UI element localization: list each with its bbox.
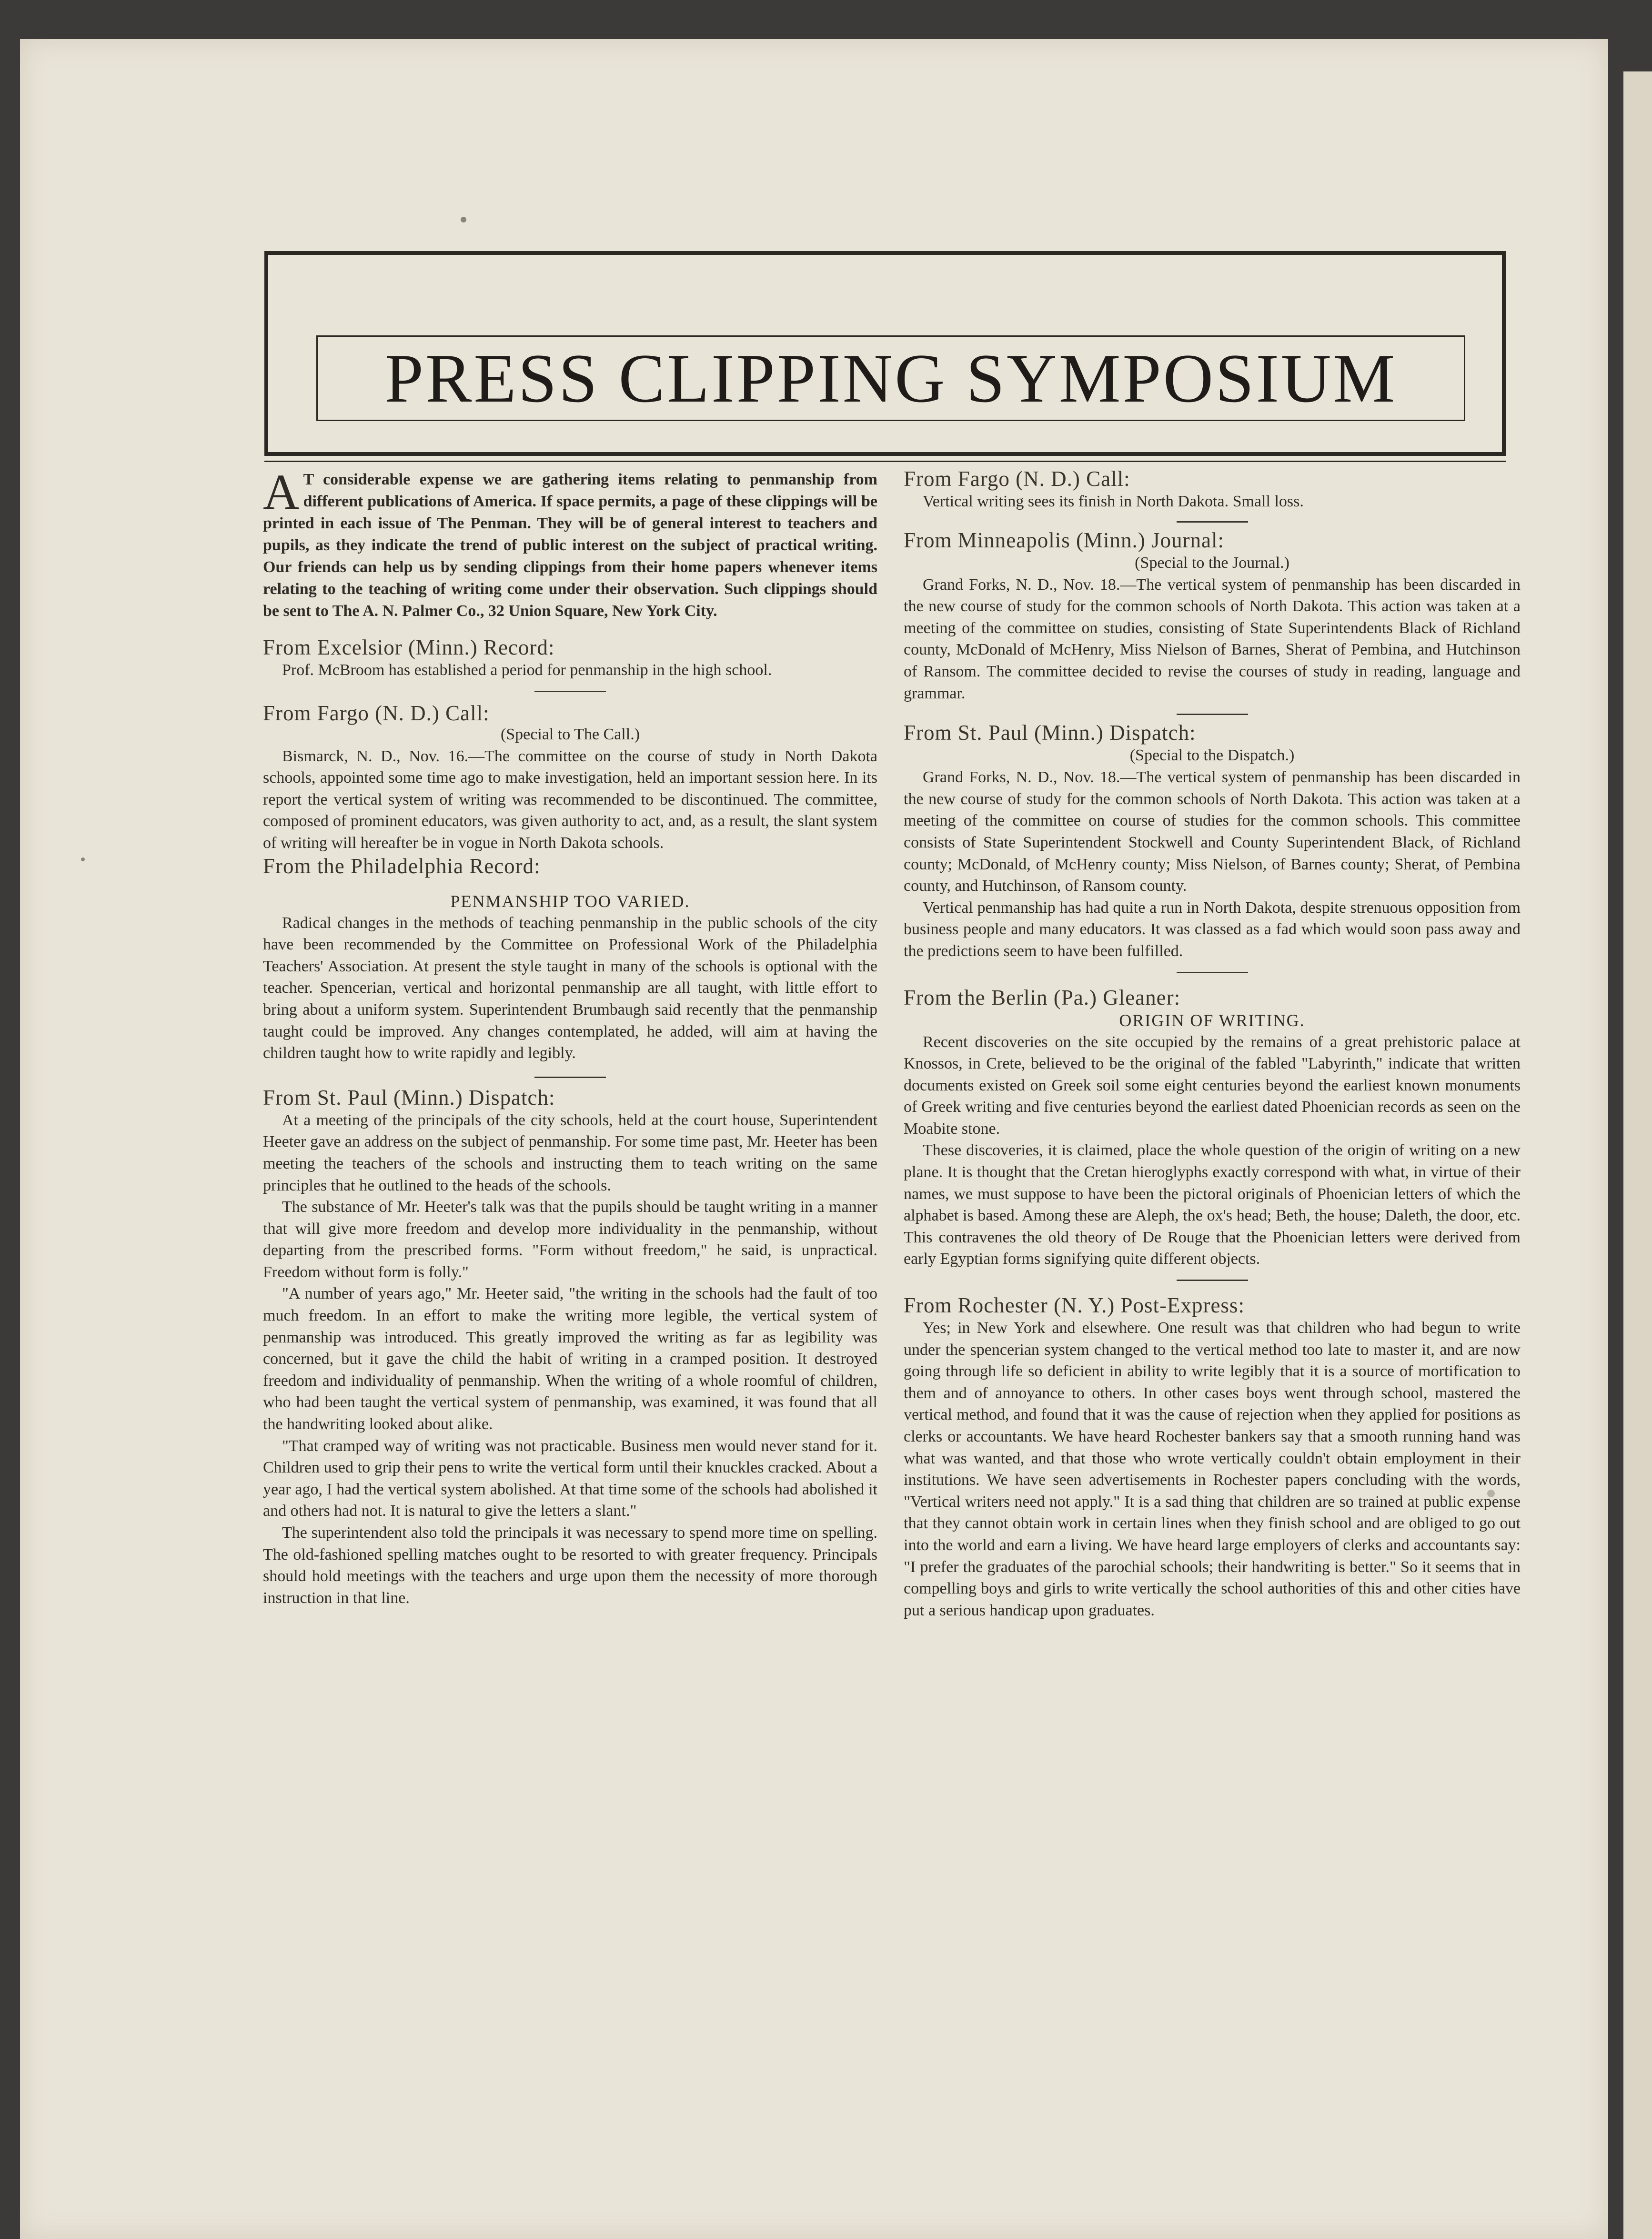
intro-text: T considerable expense we are gathering items relating to penmanship from different publications of America. If space permits, a page of these clippings will be printed in each issue of The Penman. They will be of general interest to teachers and pupils, as they indicate the trend of public interest on the subject of practical writing. Our friends can help us by sending clippings from their home papers whenever items relating to the teaching of writing come under their observation. Such clippings should be sent to The A. N. Palmer Co., 32 Union Square, New York City. [263,471,877,620]
stpaul-special-note: (Special to the Dispatch.) [1129,746,1295,765]
berlin-heading: ORIGIN OF WRITING. [1119,1010,1305,1030]
stpaul-right-paragraph-2: Vertical penmanship has had quite a run in North Dakota, despite strenuous opposition from business people and many educators. It was classed as a fad which would soon pass away and the predictions seem to have been fulfilled. [904,898,1521,960]
philadelphia-heading: PENMANSHIP TOO VARIED. [450,891,690,911]
stpaul-paragraph-1: At a meeting of the principals of the city schools, held at the court house, Superintendent Heeter gave an address on the subject of penmanship. For some time past, Mr. Heeter has been meeting the teachers of the schools and instructing them to teach writing on the same principles that he outlined to the heads of the schools. [263,1111,877,1194]
stpaul-paragraph-5: The superintendent also told the principals it was necessary to spend more time on spelling. The old-fashioned spelling matches ought to be resorted to with greater frequency. Principals should hold meetings with the teachers and urge upon them the necessity of more thorough instruction in that line. [263,1524,877,1607]
stpaul-paragraph-2: The substance of Mr. Heeter's talk was that the pupils should be taught writing in a manner that will give more freedom and develop more individuality in the penmanship, without departing from the prescribed forms. "Form without freedom," he said, is unpractical. Freedom without form is folly." [263,1198,877,1281]
stpaul-paragraph-4: "That cramped way of writing was not practicable. Business men would never stand for it. Children used to grip their pens to write the vertical form until their knuckles cracked. About a year ago, I had the vertical system abolished. At that time some of the schools had abolished it and others had not. It is natural to give the letters a slant." [263,1437,877,1520]
source-stpaul-right: From St. Paul (Minn.) Dispatch: [904,721,1196,745]
right-column [904,463,1521,1621]
source-minneapolis: From Minneapolis (Minn.) Journal: [904,528,1224,552]
source-rochester: From Rochester (N. Y.) Post-Express: [904,1293,1245,1318]
page-scan [20,39,1608,2239]
stpaul-paragraph-3: "A number of years ago," Mr. Heeter said, "the writing in the schools had the fault of too much freedom. In an effort to make the writing more legible, the vertical system of penmanship was introduced. This greatly improved the writing as far as legibility was concerned, but it gave the child the habit of writing in a cramped position. It destroyed freedom and individuality of penmanship. When the writing of a whole roomful of children, who had been taught the vertical system of penmanship, was examined, it was found that all the handwriting looked about alike. [263,1285,877,1433]
fargo-special-note: (Special to The Call.) [500,725,640,743]
berlin-paragraph-1: Recent discoveries on the site occupied by the remains of a great prehistoric palace at Knossos, in Crete, believed to be the original of the fabled "Labyrinth," indicate that written documents existed on Greek soil some eight centuries beyond the earliest known monuments of Greek writing and five centuries beyond the earliest dated Phoenician records as seen on the Moabite stone. [904,1033,1521,1138]
excelsior-paragraph: Prof. McBroom has established a period for penmanship in the high school. [282,661,772,679]
source-stpaul-left: From St. Paul (Minn.) Dispatch: [263,1085,555,1109]
divider [1177,1280,1248,1281]
philadelphia-paragraph: Radical changes in the methods of teaching penmanship in the public schools of the city have been recommended by the Committee on Professional Work of the Philadelphia Teachers' Association. At present the style taught in many of the schools is optional with the teacher. Spencerian, vertical and horizontal penmanship are all taught, with little effort to bring about a uniform system. Superintendent Brumbaugh said recently that the penmanship taught could be improved. Any changes contemplated, he added, will aim at having the children taught how to write rapidly and legibly. [263,914,877,1062]
fargo-right-paragraph: Vertical writing sees its finish in North Dakota. Small loss. [923,493,1304,510]
divider [1177,521,1248,523]
next-page-edge [1623,71,1652,2239]
divider [534,691,606,692]
masthead-inner-frame [316,335,1465,421]
minneapolis-paragraph: Grand Forks, N. D., Nov. 18.—The vertical system of penmanship has been discarded in the new course of study for the common schools of North Dakota. This action was taken at a meeting of the committee on studies, consisting of State Superintendents Black of Richland county, McDonald of McHenry, Miss Nielson of Barnes, Sherat of Pembina, and Hutchinson of Ransom. The committee decided to revise the courses of study in reading, language and grammar. [904,575,1521,702]
rochester-paragraph: Yes; in New York and elsewhere. One result was that children who had begun to write under the spencerian system changed to the vertical method too late to master it, and are now going through life so deficient in ability to write legibly that it is a source of mortification to them and of annoyance to others. In other cases boys went through school, mastered the vertical method, and found that it was the cause of rejection when they applied for positions as clerks or accountants. We have heard Rochester bankers say that a smooth running hand was what was wanted, and that those who wrote vertically couldn't obtain employment in their institutions. We have seen advertisements in Rochester papers concluding with the words, "Vertical writers need not apply." It is a sad thing that children are so trained at public expense that they cannot obtain work in certain lines when they finish school and are obliged to go out into the world and earn a living. We have heard large employers of clerks and accountants say: "I prefer the graduates of the parochial schools; their handwriting is better." So it seems that in compelling boys and girls to write vertically the school authorities of this and other cities have put a serious handicap upon graduates. [904,1319,1521,1619]
stpaul-right-paragraph-1: Grand Forks, N. D., Nov. 18.—The vertical system of penmanship has been discarded in the new course of study for the common schools of North Dakota. This action was taken at a meeting of the committee on course of studies for the common schools. This committee consists of State Superintendent Stockwell and County Superintendent Black, of Richland county; McDonald, of McHenry county; Miss Nielson, of Barnes county; Sherat, of Pembina county, and Hutchinson, of Ransom county. [904,768,1521,895]
speck-top [461,217,466,222]
speck-left-margin [81,857,85,861]
source-philadelphia: From the Philadelphia Record: [263,854,541,878]
source-fargo-right: From Fargo (N. D.) Call: [904,467,1130,491]
minneapolis-special-note: (Special to the Journal.) [1135,554,1289,572]
divider [1177,714,1248,715]
page-title: PRESS CLIPPING SYMPOSIUM [384,340,1397,417]
fargo-paragraph: Bismarck, N. D., Nov. 16.—The committee on the course of study in North Dakota schools, appointed some time ago to make investigation, held an important session here. In its report the vertical system of writing was recommended to be discontinued. The committee, composed of prominent educators, was given authority to act, and, as a result, the slant system of writing will hereafter be in vogue in North Dakota schools. [263,747,877,852]
source-berlin: From the Berlin (Pa.) Gleaner: [904,985,1181,1009]
source-fargo-call: From Fargo (N. D.) Call: [263,701,490,725]
berlin-paragraph-2: These discoveries, it is claimed, place the whole question of the origin of writing on a new plane. It is thought that the Cretan hieroglyphs exactly correspond with what, in virtue of their names, we must suppose to have been the pictoral originals of Phoenician letters of which the alphabet is based. Among these are Aleph, the ox's head; Beth, the house; Daleth, the door, etc. This contravenes the old theory of De Rouge that the Phoenician letters were derived from early Egyptian forms signifying quite different objects. [904,1141,1521,1268]
divider [1177,972,1248,973]
source-excelsior: From Excelsior (Minn.) Record: [263,635,555,659]
left-column [263,463,877,1609]
intro-dropcap: A [263,464,300,520]
divider [534,1077,606,1078]
intro-paragraph [263,464,877,622]
masthead-underline [264,461,1506,462]
